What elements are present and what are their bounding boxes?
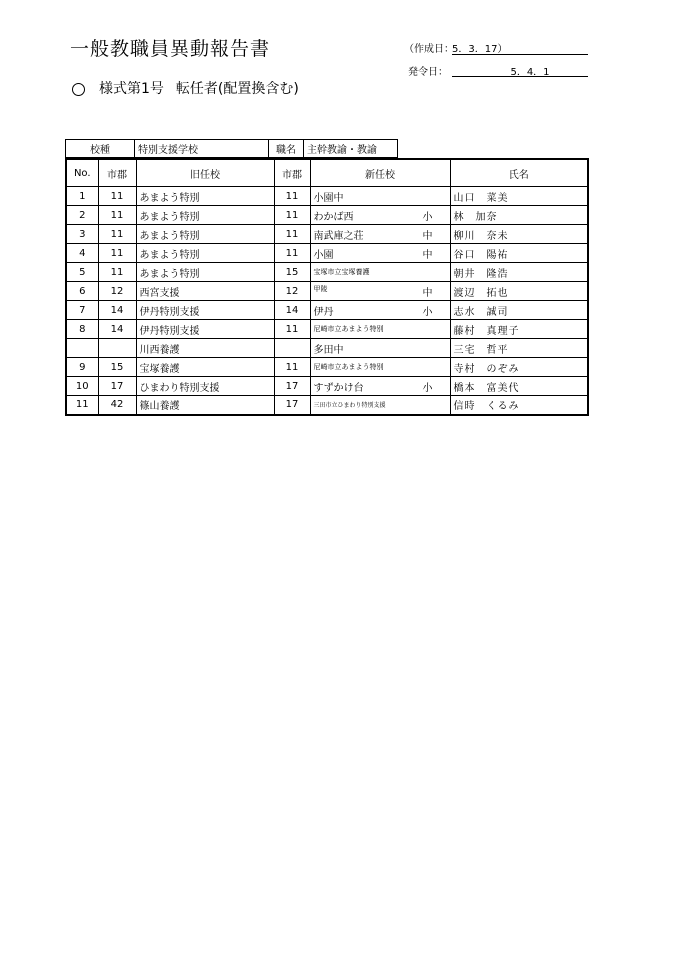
- school-type-label: 校種: [66, 140, 135, 158]
- new-school-name: わかば西: [313, 211, 354, 223]
- new-school-name: 小園中: [313, 192, 344, 204]
- row-no: 9: [66, 358, 98, 377]
- new-school-name: 多田中: [313, 344, 344, 356]
- new-school-type: 小: [422, 382, 433, 394]
- row-new-school: [310, 206, 450, 225]
- row-city-new: 17: [274, 377, 310, 396]
- new-school-type: [433, 341, 447, 356]
- row-city-new: [274, 339, 310, 358]
- new-school-type: [433, 324, 447, 334]
- header-city-old: 市郡: [98, 159, 136, 187]
- row-city-old: 14: [98, 320, 136, 339]
- table-row: [66, 396, 588, 415]
- created-date-value: 5．3．17）: [452, 40, 588, 55]
- row-city-old: 42: [98, 396, 136, 415]
- category-table: [65, 139, 398, 158]
- row-city-old: 12: [98, 282, 136, 301]
- effective-date-value: 5．4．1: [452, 63, 588, 77]
- row-no: 4: [66, 244, 98, 263]
- effective-date-label: 発令日：: [408, 67, 448, 78]
- new-school-type: 小: [422, 211, 433, 223]
- new-school-name: 南武庫之荘: [313, 230, 364, 242]
- row-old-school: あまよう特別: [136, 244, 274, 263]
- new-school-type: 中: [422, 249, 433, 261]
- row-old-school: あまよう特別: [136, 187, 274, 206]
- new-school-type: [433, 267, 447, 277]
- new-school-type: 小: [422, 306, 433, 318]
- row-name: 信時 くるみ: [450, 396, 588, 415]
- row-city-old: 11: [98, 263, 136, 282]
- new-school-name: 小園: [313, 249, 334, 261]
- table-row: [66, 225, 588, 244]
- row-city-new: 15: [274, 263, 310, 282]
- table-row: [66, 320, 588, 339]
- row-no: 1: [66, 187, 98, 206]
- table-row: [66, 282, 588, 301]
- row-city-old: 17: [98, 377, 136, 396]
- row-city-new: 11: [274, 206, 310, 225]
- row-name: 林 加奈: [450, 206, 588, 225]
- row-no: 5: [66, 263, 98, 282]
- row-new-school: [310, 187, 450, 206]
- new-school-name: 宝塚市立宝塚養護: [313, 268, 370, 276]
- new-school-name: 尼崎市立あまよう特別: [313, 325, 384, 333]
- row-name: 寺村 のぞみ: [450, 358, 588, 377]
- row-city-old: 11: [98, 206, 136, 225]
- row-name: 朝井 隆浩: [450, 263, 588, 282]
- transfer-table: [65, 158, 589, 416]
- row-city-old: 11: [98, 225, 136, 244]
- table-row: [66, 244, 588, 263]
- table-row: [66, 187, 588, 206]
- row-city-new: 17: [274, 396, 310, 415]
- header-old-school: 旧任校: [136, 159, 274, 187]
- position-label: 職名: [269, 140, 304, 158]
- row-old-school: 西宮支援: [136, 282, 274, 301]
- new-school-name: 伊丹: [313, 306, 334, 318]
- row-old-school: あまよう特別: [136, 263, 274, 282]
- row-new-school: [310, 377, 450, 396]
- row-city-new: 12: [274, 282, 310, 301]
- row-city-old: 11: [98, 244, 136, 263]
- row-new-school: [310, 301, 450, 320]
- new-school-type: [433, 189, 447, 204]
- table-row: [66, 339, 588, 358]
- new-school-type: [433, 400, 447, 409]
- row-old-school: 篠山養護: [136, 396, 274, 415]
- row-no: 3: [66, 225, 98, 244]
- row-new-school: [310, 282, 450, 301]
- row-new-school: [310, 244, 450, 263]
- row-old-school: ひまわり特別支援: [136, 377, 274, 396]
- table-row: [66, 301, 588, 320]
- row-no: 10: [66, 377, 98, 396]
- new-school-type: 中: [422, 287, 433, 299]
- form-subtitle: [72, 78, 299, 98]
- row-name: 谷口 陽祐: [450, 244, 588, 263]
- row-no: 7: [66, 301, 98, 320]
- row-old-school: 川西養護: [136, 339, 274, 358]
- document-title: 一般教職員異動報告書: [70, 38, 271, 60]
- row-city-new: 11: [274, 187, 310, 206]
- new-school-type: 中: [422, 230, 433, 242]
- row-city-new: 14: [274, 301, 310, 320]
- row-no: 11: [66, 396, 98, 415]
- row-no: 2: [66, 206, 98, 225]
- row-name: 橋本 富美代: [450, 377, 588, 396]
- row-name: 柳川 奈未: [450, 225, 588, 244]
- header-new-school: 新任校: [310, 159, 450, 187]
- new-school-name: 甲陵: [313, 284, 328, 293]
- new-school-name: 尼崎市立あまよう特別: [313, 363, 384, 371]
- report-category: 転任者(配置換含む): [175, 81, 299, 97]
- header-no: No.: [66, 159, 98, 187]
- row-city-new: 11: [274, 320, 310, 339]
- row-name: 志水 誠司: [450, 301, 588, 320]
- row-old-school: あまよう特別: [136, 206, 274, 225]
- row-new-school: [310, 320, 450, 339]
- row-new-school: [310, 396, 450, 415]
- row-city-new: 11: [274, 244, 310, 263]
- circle-mark-icon: [72, 83, 85, 96]
- row-no: 8: [66, 320, 98, 339]
- school-type-value: 特別支援学校: [135, 140, 269, 158]
- row-city-old: 14: [98, 301, 136, 320]
- table-row: [66, 206, 588, 225]
- row-old-school: 伊丹特別支援: [136, 320, 274, 339]
- row-new-school: [310, 263, 450, 282]
- header-name: 氏名: [450, 159, 588, 187]
- header-city-new: 市郡: [274, 159, 310, 187]
- table-row: [66, 263, 588, 282]
- row-new-school: [310, 358, 450, 377]
- form-number: 様式第1号: [99, 81, 164, 97]
- row-city-new: 11: [274, 358, 310, 377]
- new-school-name: 三田市立ひまわり特別支援: [313, 402, 386, 410]
- row-no: [66, 339, 98, 358]
- row-new-school: [310, 225, 450, 244]
- row-no: 6: [66, 282, 98, 301]
- row-city-old: 15: [98, 358, 136, 377]
- row-old-school: 宝塚養護: [136, 358, 274, 377]
- row-old-school: 伊丹特別支援: [136, 301, 274, 320]
- row-city-old: [98, 339, 136, 358]
- row-old-school: あまよう特別: [136, 225, 274, 244]
- row-new-school: [310, 339, 450, 358]
- created-date-label: （作成日：: [404, 44, 454, 55]
- row-city-new: 11: [274, 225, 310, 244]
- row-name: 渡辺 拓也: [450, 282, 588, 301]
- position-value: 主幹教諭・教諭: [304, 140, 398, 158]
- row-name: 三宅 哲平: [450, 339, 588, 358]
- row-name: 山口 菜美: [450, 187, 588, 206]
- new-school-name: すずかけ台: [313, 382, 364, 394]
- row-city-old: 11: [98, 187, 136, 206]
- table-row: [66, 377, 588, 396]
- row-name: 藤村 真理子: [450, 320, 588, 339]
- table-row: [66, 358, 588, 377]
- new-school-type: [433, 362, 447, 372]
